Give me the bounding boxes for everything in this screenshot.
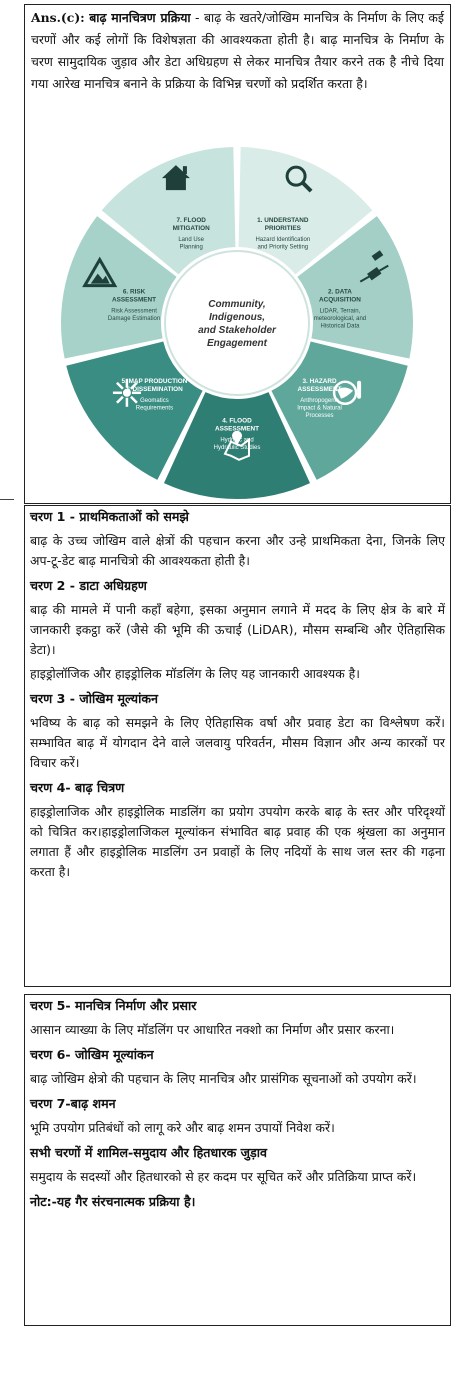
part1-step-heading: चरण 1 - प्राथमिकताओं को समझे (30, 509, 189, 524)
part2-step-text: आसान व्याख्या के लिए मॉडलिंग पर आधारित नक्शो का निर्माण और प्रसार करना। (30, 1022, 395, 1037)
segment-description: Requirements (135, 405, 174, 412)
intro-title: बाढ़ मानचित्रण प्रक्रिया (89, 10, 191, 25)
part1-step-text: बाढ़ की मामले में पानी कहाँ बहेगा, इसका अनुमान लगाने में मदद के लिए क्षेत्र के बारे में जानकारी इकट्ठा करें (जैसे की भूमि की ऊचाई (LiDAR), मौसम सम्बन्धि और ऐतिहासिक डेटा)। (30, 602, 445, 657)
segment-description: Geomatics (140, 397, 169, 404)
segment-description: Historical Data (320, 323, 360, 330)
segment-description: Impact & Natural (297, 405, 342, 412)
part1-step-text: भविष्य के बाढ़ को समझने के लिए ऐतिहासिक वर्षा और प्रवाह डेटा का विश्लेषण करें। सम्भावित बाढ़ में योगदान देने वाले जलवायु परिवर्तन, मौसम विज्ञान और अन्य कारकों पर विचार करें। (30, 715, 445, 770)
segment-title: ASSESSMENT (297, 385, 342, 393)
segment-title: ACQUISITION (318, 296, 361, 304)
segment-description: LiDAR, Terrain, (319, 308, 361, 315)
intro-paragraph (31, 7, 444, 95)
segment-title: ASSESSMENT (214, 425, 260, 433)
flood-mapping-cycle-diagram (35, 145, 440, 501)
segment-description: Hydrolic and (220, 437, 254, 444)
center-circle (165, 251, 309, 395)
segment-description: Damage Estimation (107, 316, 161, 323)
part1-step-heading: चरण 2 - डाटा अधिग्रहण (30, 578, 147, 593)
segment-title: 5. MAP PRODUCTION (121, 377, 188, 385)
segment-description: Land Use (178, 236, 205, 243)
segment-title: 4. FLOOD (222, 417, 252, 425)
center-label: and Stakeholder (198, 325, 276, 336)
part1-step-heading: चरण 4- बाढ़ चित्रण (30, 780, 125, 795)
segment-description: Planning (179, 244, 203, 251)
part2-step-heading: सभी चरणों में शामिल-समुदाय और हितधारक जुड़ाव (30, 1145, 268, 1160)
center-label: Indigenous, (208, 312, 266, 323)
segment-description: Processes (305, 412, 334, 419)
segment-description: Hazard Identification (255, 236, 311, 243)
part2-step-text: बाढ़ जोखिम क्षेत्रो की पहचान के लिए मानचित्र और प्रासंगिक सूचनाओं को उपयोग करें। (30, 1071, 417, 1086)
steps-box-1 (24, 505, 451, 987)
segment-title: MITIGATION (172, 224, 210, 232)
part2-step-heading: चरण 6- जोखिम मूल्यांकन (30, 1047, 154, 1062)
segment-title: 2. DATA (327, 288, 352, 296)
segment-title: 3. HAZARD (302, 377, 337, 385)
part1-step-text: हाइड्रोलॉजिक और हाइड्रोलिक मॉडलिंग के लिए यह जानकारी आवश्यक है। (30, 666, 360, 681)
part2-step-heading: चरण 7-बाढ़ शमन (30, 1096, 116, 1111)
segment-description: and Priority Setting (257, 244, 309, 251)
center-label: Community, (208, 299, 266, 310)
segment-title: 6. RISK (122, 288, 146, 296)
segment-title: & DISSEMINATION (126, 385, 183, 393)
part2-step-text: भूमि उपयोग प्रतिबंधों को लागू करे और बाढ़ शमन उपायों निवेश करें। (30, 1120, 335, 1135)
part1-step-heading: चरण 3 - जोखिम मूल्यांकन (30, 691, 158, 706)
segment-description: Risk Assessment (111, 308, 157, 315)
center-label: Engagement (206, 338, 268, 349)
answer-label: Ans.(c): (31, 10, 85, 25)
intro-text: - बाढ़ के खतरे/जोखिम मानचित्र के निर्माण के लिए कई चरणों और कई लोगों कि विशेषज्ञता की आवश्यकता होती है। बाढ़ मानचित्र के निर्माण के चरण सामुदायिक जुड़ाव और डेटा अधिग्रहण से लेकर मानचित्र तैयार करने तक है नीचे दिया गया आरेख मानचित्र बनाने के प्रक्रिया के विभिन्न चरणों को प्रदर्शित करता है। (31, 10, 444, 91)
answer-intro-box (24, 4, 451, 504)
margin-line (0, 499, 14, 500)
segment-title: PRIORITIES (264, 224, 301, 232)
part2-step-heading: नोट:-यह गैर संरचनात्मक प्रक्रिया है। (30, 1194, 196, 1209)
steps-box-2 (24, 994, 451, 1326)
segment-description: Anthropogenic (300, 397, 339, 404)
part1-step-text: हाइड्रोलाजिक और हाइड्रोलिक माडलिंग का प्रयोग उपयोग करके बाढ़ के स्तर और परिदृश्यों को चित्रित कर।हाइड्रोलाजिकल मूल्यांकन संभावित बाढ़ प्रवाह की एक श्रृंखला का अनुमान लगाता हैं और हाइड्रोलिक माडलिंग उन प्रवाहों के लिए नदियों के साथ जल स्तर की गढ़ना करता है। (30, 804, 445, 879)
part2-step-text: समुदाय के सदस्यों और हितधारको से हर कदम पर सूचित करें और प्रतिक्रिया प्राप्त करें। (30, 1169, 417, 1184)
part2-step-heading: चरण 5- मानचित्र निर्माण और प्रसार (30, 998, 197, 1013)
segment-title: ASSESSMENT (112, 296, 157, 304)
segment-description: meteorological, and (313, 316, 367, 323)
segment-title: 7. FLOOD (176, 216, 206, 224)
part1-step-text: बाढ़ के उच्च जोखिम वाले क्षेत्रों की पहचान करना और उन्हे प्राथमिकता देना, जिनके लिए अप-टू-डेट बाढ़ मानचित्रो की आवश्यकता होती है। (30, 533, 445, 568)
segment-title: 1. UNDERSTAND (257, 216, 309, 224)
segment-description: Hydraulic Studies (213, 445, 261, 452)
